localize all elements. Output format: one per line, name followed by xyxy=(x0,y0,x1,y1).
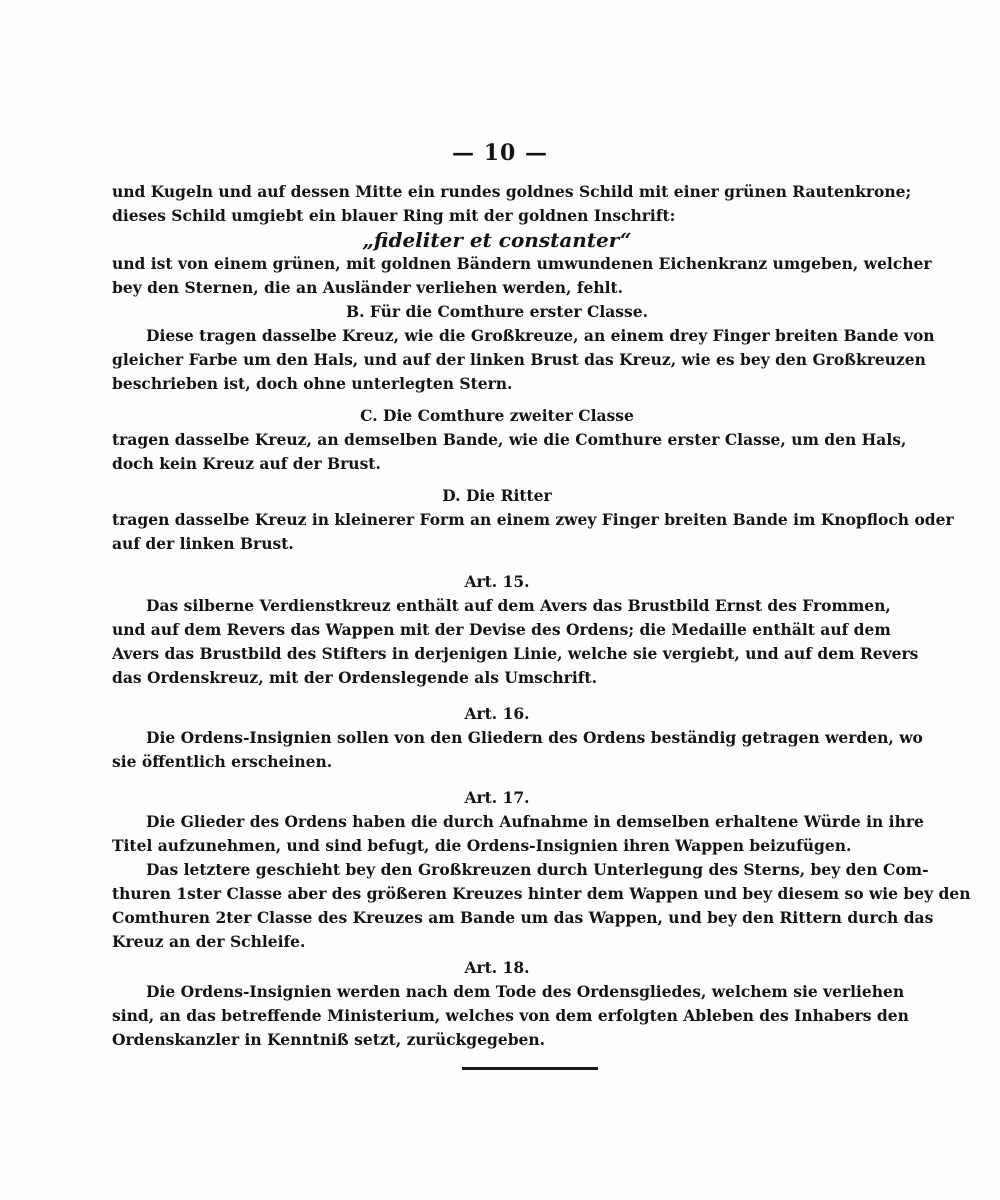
section-c xyxy=(112,404,907,476)
text-line: Avers das Brustbild des Stifters in derjenigen Linie, welche sie vergiebt, und auf dem Revers xyxy=(112,644,919,663)
text-line: Die Ordens-Insignien sollen von den Gliedern des Ordens beständig getragen werden, wo xyxy=(146,728,923,747)
text-line: gleicher Farbe um den Hals, und auf der linken Brust das Kreuz, wie es bey den Großkreuzen xyxy=(112,350,926,369)
text-line: und ist von einem grünen, mit goldnen Bändern umwundenen Eichenkranz umgeben, welcher xyxy=(112,254,932,273)
section-b xyxy=(112,300,935,396)
article-16 xyxy=(112,702,923,774)
text-line: tragen dasselbe Kreuz in kleinerer Form an einem zwey Finger breiten Bande im Knopfloch oder xyxy=(112,510,954,529)
text-line: doch kein Kreuz auf der Brust. xyxy=(112,454,381,473)
article-17 xyxy=(112,786,971,954)
text-line: Titel aufzunehmen, und sind befugt, die Ordens-Insignien ihren Wappen beizufügen. xyxy=(112,836,852,855)
text-line: sie öffentlich erscheinen. xyxy=(112,752,333,771)
text-line: Comthuren 2ter Classe des Kreuzes am Bande um das Wappen, und bey den Rittern durch das xyxy=(112,908,934,927)
text-line: auf der linken Brust. xyxy=(112,534,294,553)
closing-rule xyxy=(462,1067,598,1070)
text-line: und auf dem Revers das Wappen mit der Devise des Ordens; die Medaille enthält auf dem xyxy=(112,620,891,639)
text-line: Die Glieder des Ordens haben die durch Aufnahme in demselben erhaltene Würde in ihre xyxy=(146,812,924,831)
article-heading: Art. 18. xyxy=(464,958,530,977)
text-line: Kreuz an der Schleife. xyxy=(112,932,306,951)
text-line: und Kugeln und auf dessen Mitte ein rundes goldnes Schild mit einer grünen Rautenkrone; xyxy=(112,182,912,201)
text-line: thuren 1ster Classe aber des größeren Kreuzes hinter dem Wappen und bey diesem so wie bey den xyxy=(112,884,971,903)
text-line: bey den Sternen, die an Ausländer verliehen werden, fehlt. xyxy=(112,278,624,297)
text-line: dieses Schild umgiebt ein blauer Ring mit der goldnen Inschrift: xyxy=(112,206,676,225)
article-15 xyxy=(112,570,919,690)
article-heading: Art. 17. xyxy=(464,788,530,807)
motto: „fideliter et constanter“ xyxy=(362,228,632,252)
text-line: sind, an das betreffende Ministerium, welches von dem erfolgten Ableben des Inhabers den xyxy=(112,1006,909,1025)
text-line: das Ordenskreuz, mit der Ordenslegende als Umschrift. xyxy=(112,668,597,687)
text-line: Diese tragen dasselbe Kreuz, wie die Großkreuze, an einem drey Finger breiten Bande von xyxy=(146,326,935,345)
section-heading: B. Für die Comthure erster Classe. xyxy=(346,302,648,321)
text-line: Die Ordens-Insignien werden nach dem Tode des Ordensgliedes, welchem sie verliehen xyxy=(146,982,905,1001)
text-block-1 xyxy=(112,180,932,300)
page-number: — 10 — xyxy=(452,140,548,166)
section-d xyxy=(112,484,954,556)
text-line: Ordenskanzler in Kenntniß setzt, zurückgegeben. xyxy=(112,1030,546,1049)
article-heading: Art. 16. xyxy=(464,704,530,723)
text-line: Das letztere geschieht bey den Großkreuzen durch Unterlegung des Sterns, bey den Com- xyxy=(146,860,929,879)
text-line: beschrieben ist, doch ohne unterlegten Stern. xyxy=(112,374,513,393)
text-line: tragen dasselbe Kreuz, an demselben Bande, wie die Comthure erster Classe, um den Hals, xyxy=(112,430,907,449)
text-line: Das silberne Verdienstkreuz enthält auf dem Avers das Brustbild Ernst des Frommen, xyxy=(146,596,891,615)
article-heading: Art. 15. xyxy=(464,572,530,591)
section-heading: D. Die Ritter xyxy=(442,486,552,505)
section-heading: C. Die Comthure zweiter Classe xyxy=(360,406,634,425)
article-18 xyxy=(112,956,909,1052)
